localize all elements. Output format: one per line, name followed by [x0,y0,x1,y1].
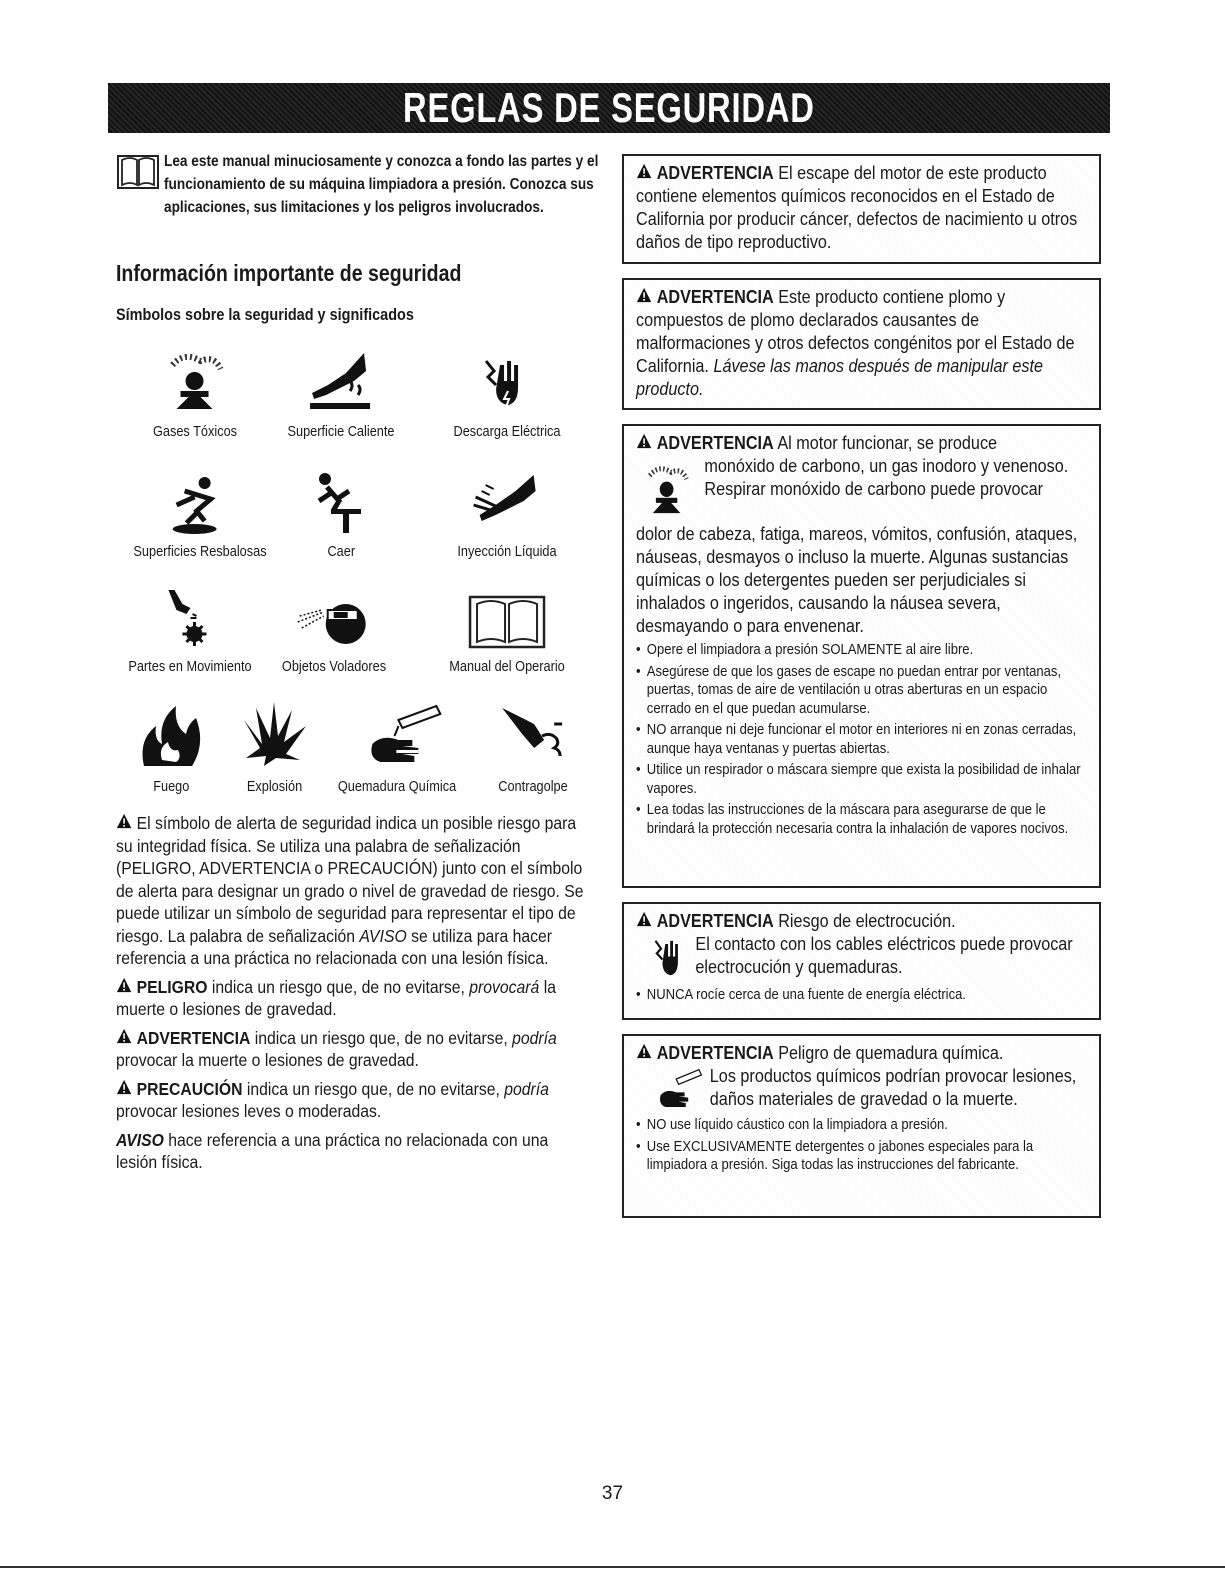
safety-alert-icon [116,977,132,993]
chemical-burn-bullets: • NO use líquido cáustico con la limpiadora a presión. • Use EXCLUSIVAMENTE detergentes o jabones especiales para la limpiadora a presión. Siga todas las instrucciones del fabricante. [636,1116,1093,1175]
flying-objects-icon [294,586,374,650]
moving-parts-icon [160,586,220,650]
intro-text: Lea este manual minuciosamente y conozca a fondo las partes y el funcionamiento de su máquina limpiadora a presión. Conozca sus aplicaciones, sus limitaciones y los peligros involucrados. [164,153,599,216]
precaucion-paragraph: PRECAUCIÓN indica un riesgo que, de no evitarse, podría provocar lesiones leves o moderadas. [116,1078,549,1121]
operator-manual-icon [116,152,160,192]
slippery-surface-icon [165,471,235,535]
safety-alert-icon [116,1079,132,1095]
safety-alert-icon [116,813,132,829]
safety-alert-icon [636,1043,652,1059]
page-banner: REGLAS DE SEGURIDAD [108,83,1110,133]
carbon-monoxide-bullets: • Opere el limpiadora a presión SOLAMENTE al aire libre. • Asegúrese de que los gases de escape no puedan entrar por ventanas, puertas, tomas de aire de ventilación u otras aberturas en un espacio cerrado en el que puedan acumularse. • NO arranque ni deje funcionar el motor en interiores ni en zonas cerradas, aunque haya ventanas y puertas abiertas. • Utilice un respirador o máscara siempre que exista la posibilidad de inhalar vapores. • Lea todas las instrucciones de la máscara para asegurarse de que le brindará la protección necesaria contra la inhalación de vapores nocivos. [636,641,1093,838]
warning-box-carbon-monoxide: ADVERTENCIA Al motor funcionar, se produce monóxido de carbono, un gas inodoro y venenoso. Respirar monóxido de carbono puede provocar dolor de cabeza, fatiga, mareos, vómitos, confusión, ataques, náuseas, desmayos o incluso la muerte. Algunas sustancias químicas o los detergentes pueden ser perjudiciales si inhalados o ingeridos, causando la náusea severa, desmayando o para envenenar. • Opere el limpiadora a presión SOLAMENTE al aire libre. • Asegúrese de que los gases de escape no puedan entrar por ventanas, puertas, tomas de aire de ventilación u otras aberturas en un espacio cerrado en el que puedan acumularse. • NO arranque ni deje funcionar el motor en interiores ni en zonas cerradas, aunque haya ventanas y puertas abiertas. • Utilice un respirador o máscara siempre que exista la posibilidad de inhalar vapores. • Lea todas las instrucciones de la máscara para asegurarse de que le brindará la protección necesaria contra la inhalación de vapores nocivos. [622,424,1101,888]
page-bottom-rule [0,1566,1225,1568]
liquid-injection-icon [472,471,542,535]
explosion-icon [240,700,310,770]
safety-alert-icon [636,163,652,179]
symbol-explosion: Explosión [240,700,310,795]
safety-alert-icon [636,287,652,303]
signal-word-explanations [116,812,586,1180]
operator-manual-icon [467,594,547,650]
safety-alert-icon [636,911,652,927]
section-heading: Información importante de seguridad [116,260,462,286]
toxic-gas-icon [155,351,235,415]
warning-box-electrocution: ADVERTENCIA Riesgo de electrocución. El contacto con los cables eléctricos puede provocar electrocución y quemaduras. • NUNCA rocíe cerca de una fuente de energía eléctrica. [622,902,1101,1020]
fire-icon [136,700,206,770]
symbol-electric-shock: Descarga Eléctrica [444,345,570,440]
electrocution-bullets: • NUNCA rocíe cerca de una fuente de energía eléctrica. [636,986,1093,1005]
hot-surface-icon [306,351,376,415]
warning-box-chemical-burn: ADVERTENCIA Peligro de quemadura química. Los productos químicos podrían provocar lesiones, daños materiales de gravedad o la muerte. • NO use líquido cáustico con la limpiadora a presión. • Use EXCLUSIVAMENTE detergentes o jabones especiales para la limpiadora a presión. Siga todas las instrucciones del fabricante. [622,1034,1101,1218]
safety-alert-icon [116,1028,132,1044]
section-subheading: Símbolos sobre la seguridad y significados [116,305,414,324]
intro-block [116,150,599,219]
symbol-hot-surface: Superficie Caliente [278,345,404,440]
chemical-burn-icon [649,1065,703,1113]
toxic-gas-icon [636,459,697,523]
peligro-paragraph: PELIGRO indica un riesgo que, de no evitarse, provocará la muerte o lesiones de gravedad. [116,976,556,1019]
warning-box-lead: ADVERTENCIA Este producto contiene plomo y compuestos de plomo declarados causantes de malformaciones y otros defectos congénitos por el Estado de California. Lávese las manos después de manipular este producto. [622,278,1101,410]
symbol-fire: Fuego [136,700,206,795]
symbol-fall: Caer [311,465,371,560]
kickback-icon [498,700,568,770]
page-number: 37 [601,1483,624,1504]
chemical-burn-icon [352,700,442,770]
advertencia-paragraph: ADVERTENCIA indica un riesgo que, de no evitarse, podría provocar la muerte o lesiones de gravedad. [116,1027,557,1070]
symbol-operator-manual: Manual del Operario [439,580,575,675]
warning-box-cancer: ADVERTENCIA El escape del motor de este producto contiene elementos químicos reconocidos en el Estado de California por producir cáncer, defectos de nacimiento u otros daños de tipo reproductivo. [622,154,1101,264]
symbol-flying-objects: Objetos Voladores [273,580,396,675]
symbol-moving-parts: Partes en Movimiento [117,580,262,675]
symbol-toxic-gas: Gases Tóxicos [146,345,245,440]
aviso-paragraph: AVISO hace referencia a una práctica no relacionada con una lesión física. [116,1129,549,1172]
symbol-kickback: Contragolpe [492,700,574,795]
symbol-slippery: Superficies Resbalosas [122,465,279,560]
symbol-liquid-injection: Inyección Líquida [449,465,566,560]
electric-shock-icon [482,351,532,415]
electric-shock-icon [652,933,688,983]
alert-symbol-paragraph: El símbolo de alerta de seguridad indica un posible riesgo para su integridad física. Se utiliza una palabra de señalización (PELIGRO, ADVERTENCIA o PRECAUCIÓN) junto con el símbolo de alerta para designar un grado o nivel de gravedad de riesgo. Se puede utilizar un símbolo de seguridad para representar el tipo de riesgo. La palabra de señalización AVISO se utiliza para hacer referencia a una práctica no relacionada con una lesión física. [116,813,584,968]
symbol-chemical-burn: Quemadura Química [327,700,466,795]
fall-icon [311,471,371,535]
safety-alert-icon [636,433,652,449]
